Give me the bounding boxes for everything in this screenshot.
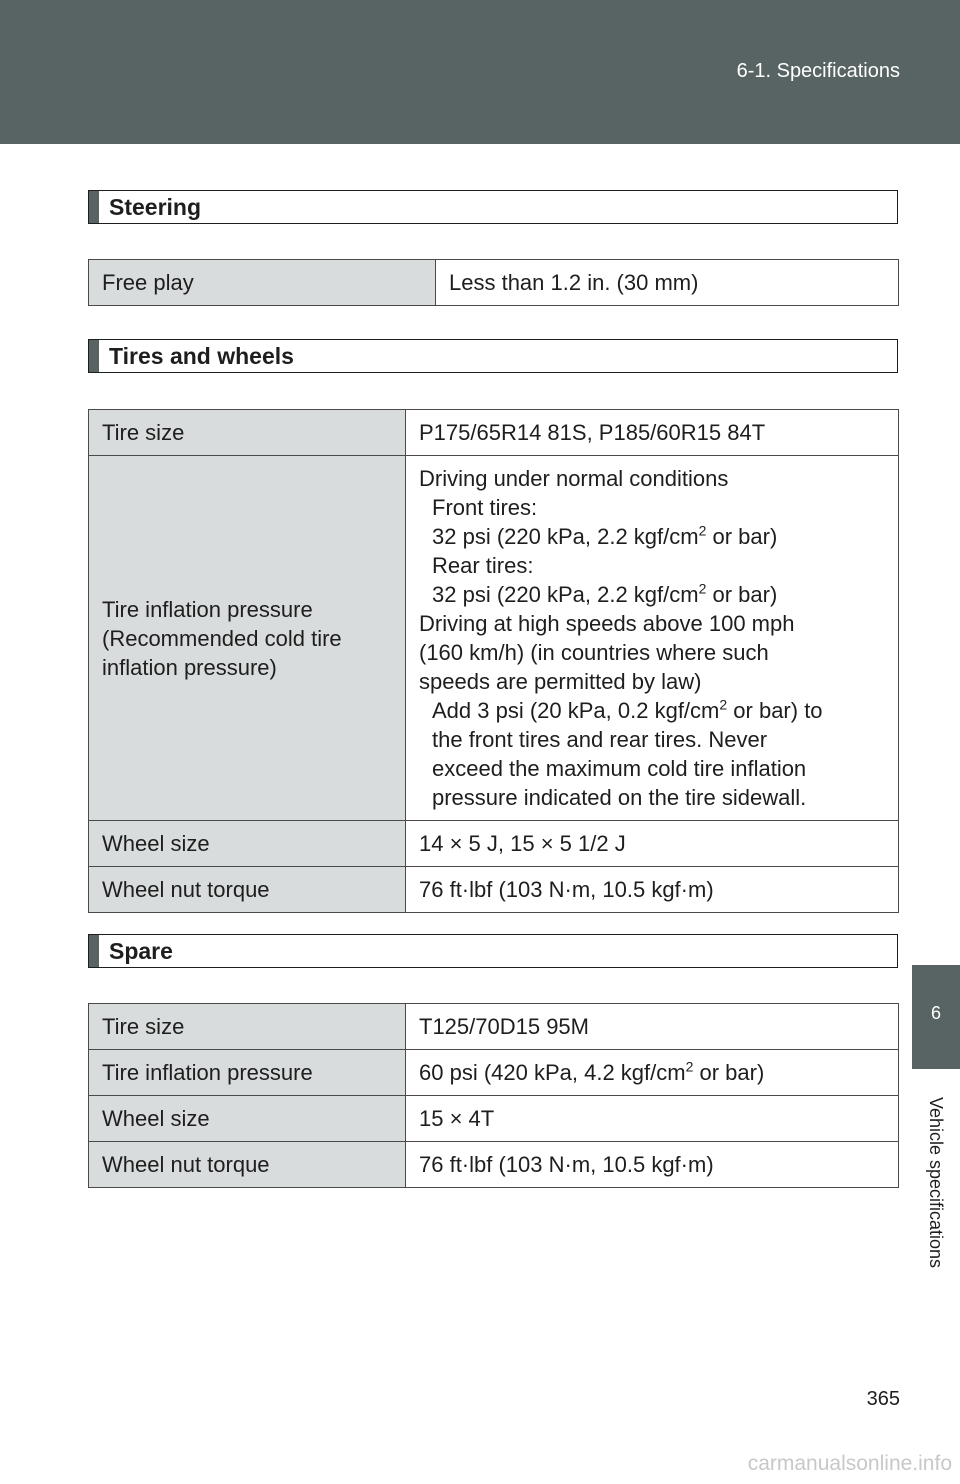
spec-key: Tire size xyxy=(89,410,406,456)
chapter-tab-label-text: Vehicle specifications xyxy=(926,1096,947,1268)
spec-value: 14 × 5 J, 15 × 5 1/2 J xyxy=(406,821,899,867)
table-tires xyxy=(88,409,899,913)
spec-value: T125/70D15 95M xyxy=(406,1004,899,1050)
key-line: Tire inflation pressure xyxy=(102,596,313,622)
table-spare xyxy=(88,1003,899,1188)
section-bar-spare xyxy=(88,934,898,968)
add-line: pressure indicated on the tire sidewall. xyxy=(432,785,807,810)
chapter-tab-number: 6 xyxy=(912,965,960,1069)
section-heading: 6-1. Specifications xyxy=(736,60,900,82)
table-row xyxy=(89,867,899,913)
spec-value: 76 ft·lbf (103 N·m, 10.5 kgf·m) xyxy=(406,867,899,913)
page-number: 365 xyxy=(866,1388,900,1410)
key-line: (Recommended cold tire xyxy=(102,625,342,651)
spec-key-inflation xyxy=(89,456,406,821)
spec-key: Tire inflation pressure xyxy=(89,1050,406,1096)
section-title-tires: Tires and wheels xyxy=(109,342,294,369)
table-row xyxy=(89,260,899,306)
table-row xyxy=(89,456,899,821)
normal-heading: Driving under normal conditions xyxy=(419,466,729,491)
spec-value: 15 × 4T xyxy=(406,1096,899,1142)
header-band xyxy=(0,0,960,144)
spec-key: Wheel size xyxy=(89,1096,406,1142)
section-title-spare: Spare xyxy=(109,937,173,964)
high-speed-line: speeds are permitted by law) xyxy=(419,669,702,694)
table-steering xyxy=(88,259,899,306)
high-speed-line: Driving at high speeds above 100 mph xyxy=(419,611,795,636)
front-pressure: 32 psi (220 kPa, 2.2 kgf/$cm^2$ or bar) xyxy=(432,522,778,549)
table-row xyxy=(89,1004,899,1050)
chapter-tab-label xyxy=(912,1069,960,1295)
high-speed-line: (160 km/h) (in countries where such xyxy=(419,640,769,665)
section-accent xyxy=(89,340,99,372)
watermark: carmanualsonline.info xyxy=(747,1452,952,1475)
table-row xyxy=(89,821,899,867)
table-row xyxy=(89,410,899,456)
spec-key: Wheel nut torque xyxy=(89,867,406,913)
front-label: Front tires: xyxy=(432,495,538,520)
rear-pressure: 32 psi (220 kPa, 2.2 kgf/$cm^2$ or bar) xyxy=(432,580,778,607)
section-accent xyxy=(89,191,99,223)
spec-value: P175/65R14 81S, P185/60R15 84T xyxy=(406,410,899,456)
section-accent xyxy=(89,935,99,967)
spec-key: Wheel nut torque xyxy=(89,1142,406,1188)
add-line: exceed the maximum cold tire inflation xyxy=(432,756,807,781)
key-line: inflation pressure) xyxy=(102,654,277,680)
add-pressure: Add 3 psi (20 kPa, 0.2 kgf/$cm^2$ or bar) to xyxy=(432,696,823,723)
table-row xyxy=(89,1050,899,1096)
spec-key: Tire size xyxy=(89,1004,406,1050)
spec-value: 76 ft·lbf (103 N·m, 10.5 kgf·m) xyxy=(406,1142,899,1188)
spec-key: Free play xyxy=(89,260,436,306)
section-bar-tires xyxy=(88,339,898,373)
section-bar-steering xyxy=(88,190,898,224)
table-row xyxy=(89,1142,899,1188)
spec-value: 60 psi (420 kPa, 4.2 kgf/$cm^2$ or bar) xyxy=(406,1050,899,1096)
rear-label: Rear tires: xyxy=(432,553,534,578)
add-line: the front tires and rear tires. Never xyxy=(432,727,768,752)
spec-value: Less than 1.2 in. (30 mm) xyxy=(436,260,899,306)
spec-value-inflation xyxy=(406,456,899,821)
table-row xyxy=(89,1096,899,1142)
section-title-steering: Steering xyxy=(109,193,202,220)
spec-key: Wheel size xyxy=(89,821,406,867)
